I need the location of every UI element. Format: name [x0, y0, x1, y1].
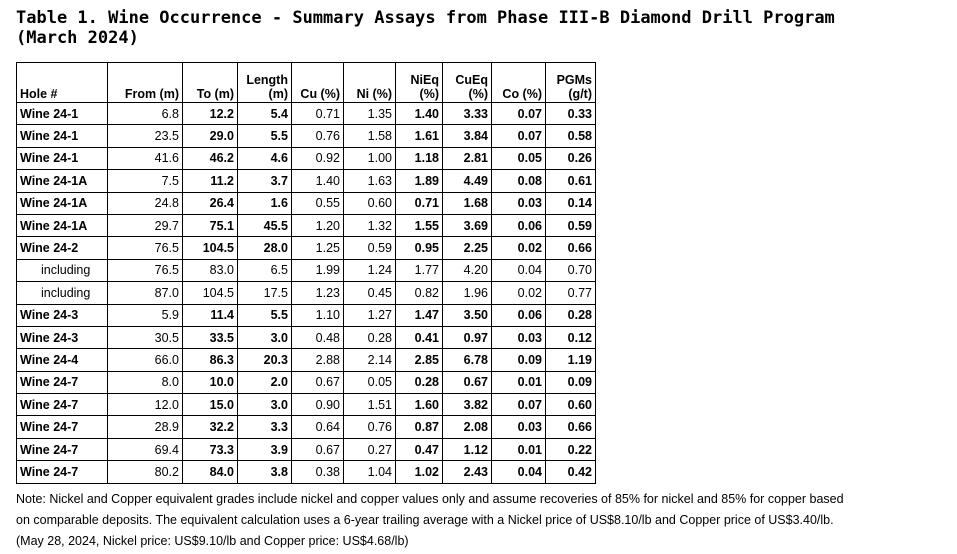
cell-cu: 1.20 — [292, 214, 344, 236]
cell-cueq: 1.12 — [443, 438, 492, 460]
cell-to: 26.4 — [183, 192, 238, 214]
cell-ni: 1.35 — [344, 103, 396, 125]
cell-pgms: 0.09 — [546, 371, 596, 393]
cell-nieq: 1.18 — [396, 147, 443, 169]
column-header-hole-line1 — [20, 73, 104, 87]
cell-pgms: 1.19 — [546, 349, 596, 371]
table-row — [17, 170, 596, 192]
cell-from: 7.5 — [108, 170, 183, 192]
assay-table — [16, 62, 596, 484]
cell-length: 2.0 — [238, 371, 292, 393]
cell-from: 69.4 — [108, 438, 183, 460]
cell-hole: Wine 24-1 — [17, 125, 108, 147]
cell-hole: Wine 24-7 — [17, 461, 108, 483]
cell-pgms: 0.61 — [546, 170, 596, 192]
cell-from: 30.5 — [108, 326, 183, 348]
column-header-length-line2: (m) — [268, 87, 288, 101]
table-row — [17, 304, 596, 326]
table-row — [17, 214, 596, 236]
cell-ni: 0.28 — [344, 326, 396, 348]
table-row — [17, 103, 596, 125]
cell-pgms: 0.12 — [546, 326, 596, 348]
cell-co: 0.02 — [492, 282, 546, 304]
cell-from: 5.9 — [108, 304, 183, 326]
cell-co: 0.03 — [492, 326, 546, 348]
cell-cueq: 2.81 — [443, 147, 492, 169]
cell-pgms: 0.58 — [546, 125, 596, 147]
cell-hole: Wine 24-1A — [17, 192, 108, 214]
cell-length: 3.8 — [238, 461, 292, 483]
cell-co: 0.09 — [492, 349, 546, 371]
cell-cueq: 1.96 — [443, 282, 492, 304]
cell-from: 6.8 — [108, 103, 183, 125]
column-header-cu-line2: Cu (%) — [300, 87, 340, 101]
cell-length: 17.5 — [238, 282, 292, 304]
table-row — [17, 461, 596, 483]
cell-ni: 1.00 — [344, 147, 396, 169]
cell-cueq: 4.20 — [443, 259, 492, 281]
cell-cueq: 0.67 — [443, 371, 492, 393]
column-header-length — [238, 63, 292, 103]
column-header-nieq-line2: (%) — [419, 87, 439, 101]
cell-pgms: 0.42 — [546, 461, 596, 483]
cell-to: 11.4 — [183, 304, 238, 326]
cell-from: 29.7 — [108, 214, 183, 236]
table-row — [17, 326, 596, 348]
cell-cu: 0.76 — [292, 125, 344, 147]
cell-from: 24.8 — [108, 192, 183, 214]
cell-length: 45.5 — [238, 214, 292, 236]
table-body — [17, 103, 596, 484]
cell-ni: 0.60 — [344, 192, 396, 214]
table-row — [17, 416, 596, 438]
column-header-cueq — [443, 63, 492, 103]
cell-cueq: 3.69 — [443, 214, 492, 236]
column-header-cueq-line2: (%) — [468, 87, 488, 101]
cell-nieq: 1.55 — [396, 214, 443, 236]
table-row — [17, 147, 596, 169]
cell-hole: Wine 24-7 — [17, 438, 108, 460]
column-header-pgms — [546, 63, 596, 103]
footnote-line-2: on comparable deposits. The equivalent calculation uses a 6-year trailing average with a Nickel price of US$8.10/lb and Copper price of US$3.40/lb. — [16, 513, 834, 527]
cell-pgms: 0.60 — [546, 394, 596, 416]
column-header-co-line1 — [495, 73, 542, 87]
cell-from: 76.5 — [108, 259, 183, 281]
cell-co: 0.06 — [492, 214, 546, 236]
cell-from: 76.5 — [108, 237, 183, 259]
cell-nieq: 0.41 — [396, 326, 443, 348]
cell-cu: 0.90 — [292, 394, 344, 416]
cell-co: 0.02 — [492, 237, 546, 259]
cell-length: 20.3 — [238, 349, 292, 371]
cell-hole: Wine 24-3 — [17, 304, 108, 326]
cell-cu: 0.92 — [292, 147, 344, 169]
column-header-hole — [17, 63, 108, 103]
cell-cu: 0.67 — [292, 438, 344, 460]
cell-length: 3.0 — [238, 326, 292, 348]
cell-cueq: 6.78 — [443, 349, 492, 371]
column-header-cueq-line1: CuEq — [455, 73, 488, 87]
cell-length: 3.9 — [238, 438, 292, 460]
cell-hole: Wine 24-7 — [17, 394, 108, 416]
cell-pgms: 0.26 — [546, 147, 596, 169]
cell-ni: 1.32 — [344, 214, 396, 236]
column-header-length-line1: Length — [246, 73, 288, 87]
cell-cueq: 3.33 — [443, 103, 492, 125]
cell-to: 83.0 — [183, 259, 238, 281]
cell-to: 11.2 — [183, 170, 238, 192]
table-row-including — [17, 259, 596, 281]
column-header-to — [183, 63, 238, 103]
cell-to: 10.0 — [183, 371, 238, 393]
column-header-ni-line1 — [347, 73, 392, 87]
cell-hole: Wine 24-1 — [17, 147, 108, 169]
footnote-line-1: Note: Nickel and Copper equivalent grades include nickel and copper values only and assume recoveries of 85% for nickel and 85% for copper based — [16, 492, 844, 506]
cell-pgms: 0.33 — [546, 103, 596, 125]
cell-cueq: 2.43 — [443, 461, 492, 483]
column-header-from-line1 — [111, 73, 179, 87]
column-header-to-line1 — [186, 73, 234, 87]
cell-from: 23.5 — [108, 125, 183, 147]
cell-co: 0.07 — [492, 394, 546, 416]
cell-from: 41.6 — [108, 147, 183, 169]
cell-cu: 0.64 — [292, 416, 344, 438]
cell-co: 0.08 — [492, 170, 546, 192]
cell-to: 12.2 — [183, 103, 238, 125]
cell-length: 5.5 — [238, 304, 292, 326]
cell-hole: Wine 24-1A — [17, 214, 108, 236]
cell-nieq: 0.71 — [396, 192, 443, 214]
cell-co: 0.04 — [492, 461, 546, 483]
cell-nieq: 1.40 — [396, 103, 443, 125]
cell-nieq: 1.02 — [396, 461, 443, 483]
cell-nieq: 0.47 — [396, 438, 443, 460]
cell-cu: 2.88 — [292, 349, 344, 371]
cell-length: 5.4 — [238, 103, 292, 125]
cell-ni: 0.76 — [344, 416, 396, 438]
column-header-ni-line2: Ni (%) — [356, 87, 392, 101]
column-header-ni — [344, 63, 396, 103]
cell-hole: Wine 24-2 — [17, 237, 108, 259]
footnote-line-3: (May 28, 2024, Nickel price: US$9.10/lb and Copper price: US$4.68/lb) — [16, 534, 409, 548]
cell-co: 0.07 — [492, 103, 546, 125]
cell-nieq: 1.47 — [396, 304, 443, 326]
cell-co: 0.01 — [492, 371, 546, 393]
column-header-from — [108, 63, 183, 103]
table-row — [17, 192, 596, 214]
cell-cu: 0.71 — [292, 103, 344, 125]
cell-from: 80.2 — [108, 461, 183, 483]
cell-pgms: 0.28 — [546, 304, 596, 326]
cell-length: 6.5 — [238, 259, 292, 281]
cell-co: 0.03 — [492, 192, 546, 214]
cell-co: 0.06 — [492, 304, 546, 326]
cell-cu: 0.67 — [292, 371, 344, 393]
cell-ni: 0.45 — [344, 282, 396, 304]
cell-from: 66.0 — [108, 349, 183, 371]
cell-cueq: 2.25 — [443, 237, 492, 259]
cell-nieq: 1.89 — [396, 170, 443, 192]
cell-pgms: 0.66 — [546, 416, 596, 438]
cell-to: 75.1 — [183, 214, 238, 236]
table-row — [17, 237, 596, 259]
table-row — [17, 125, 596, 147]
cell-cueq: 2.08 — [443, 416, 492, 438]
cell-nieq: 0.95 — [396, 237, 443, 259]
cell-ni: 1.63 — [344, 170, 396, 192]
cell-ni: 1.24 — [344, 259, 396, 281]
cell-nieq: 2.85 — [396, 349, 443, 371]
cell-cu: 1.40 — [292, 170, 344, 192]
cell-cu: 0.48 — [292, 326, 344, 348]
cell-cueq: 0.97 — [443, 326, 492, 348]
cell-from: 87.0 — [108, 282, 183, 304]
cell-ni: 2.14 — [344, 349, 396, 371]
cell-ni: 0.59 — [344, 237, 396, 259]
cell-cueq: 1.68 — [443, 192, 492, 214]
cell-cu: 1.23 — [292, 282, 344, 304]
column-header-co-line2: Co (%) — [502, 87, 542, 101]
cell-to: 32.2 — [183, 416, 238, 438]
column-header-nieq-line1: NiEq — [410, 73, 439, 87]
table-row — [17, 371, 596, 393]
cell-hole: including — [17, 282, 108, 304]
cell-to: 33.5 — [183, 326, 238, 348]
cell-to: 104.5 — [183, 282, 238, 304]
column-header-pgms-line1: PGMs — [556, 73, 592, 87]
cell-co: 0.05 — [492, 147, 546, 169]
cell-length: 3.3 — [238, 416, 292, 438]
cell-to: 104.5 — [183, 237, 238, 259]
column-header-cu — [292, 63, 344, 103]
column-header-hole-line2: Hole # — [20, 87, 58, 101]
cell-to: 73.3 — [183, 438, 238, 460]
cell-nieq: 1.61 — [396, 125, 443, 147]
table-row — [17, 349, 596, 371]
table-header — [17, 63, 596, 103]
cell-cueq: 3.84 — [443, 125, 492, 147]
cell-hole: including — [17, 259, 108, 281]
cell-to: 46.2 — [183, 147, 238, 169]
cell-cueq: 3.50 — [443, 304, 492, 326]
cell-co: 0.01 — [492, 438, 546, 460]
cell-pgms: 0.77 — [546, 282, 596, 304]
cell-ni: 0.27 — [344, 438, 396, 460]
cell-length: 4.6 — [238, 147, 292, 169]
cell-cueq: 3.82 — [443, 394, 492, 416]
cell-ni: 1.04 — [344, 461, 396, 483]
cell-co: 0.03 — [492, 416, 546, 438]
cell-pgms: 0.14 — [546, 192, 596, 214]
cell-co: 0.07 — [492, 125, 546, 147]
header-row — [17, 63, 596, 103]
cell-pgms: 0.66 — [546, 237, 596, 259]
cell-length: 1.6 — [238, 192, 292, 214]
cell-cu: 0.55 — [292, 192, 344, 214]
cell-length: 28.0 — [238, 237, 292, 259]
cell-from: 12.0 — [108, 394, 183, 416]
cell-cu: 0.38 — [292, 461, 344, 483]
table-row — [17, 394, 596, 416]
footnote — [16, 489, 936, 552]
cell-nieq: 1.77 — [396, 259, 443, 281]
cell-from: 28.9 — [108, 416, 183, 438]
cell-nieq: 1.60 — [396, 394, 443, 416]
table-title: Table 1. Wine Occurrence - Summary Assays from Phase III-B Diamond Drill Program (March 2024) — [16, 8, 835, 48]
cell-ni: 1.27 — [344, 304, 396, 326]
table-row — [17, 438, 596, 460]
cell-hole: Wine 24-3 — [17, 326, 108, 348]
cell-hole: Wine 24-1A — [17, 170, 108, 192]
cell-nieq: 0.28 — [396, 371, 443, 393]
cell-hole: Wine 24-4 — [17, 349, 108, 371]
cell-length: 5.5 — [238, 125, 292, 147]
cell-length: 3.7 — [238, 170, 292, 192]
cell-cu: 1.25 — [292, 237, 344, 259]
cell-cu: 1.10 — [292, 304, 344, 326]
cell-cueq: 4.49 — [443, 170, 492, 192]
cell-pgms: 0.22 — [546, 438, 596, 460]
cell-hole: Wine 24-7 — [17, 371, 108, 393]
cell-to: 29.0 — [183, 125, 238, 147]
cell-to: 86.3 — [183, 349, 238, 371]
cell-to: 15.0 — [183, 394, 238, 416]
table-row-including — [17, 282, 596, 304]
column-header-cu-line1 — [295, 73, 340, 87]
cell-pgms: 0.59 — [546, 214, 596, 236]
cell-to: 84.0 — [183, 461, 238, 483]
cell-hole: Wine 24-7 — [17, 416, 108, 438]
column-header-nieq — [396, 63, 443, 103]
cell-hole: Wine 24-1 — [17, 103, 108, 125]
column-header-to-line2: To (m) — [196, 87, 234, 101]
cell-ni: 0.05 — [344, 371, 396, 393]
cell-nieq: 0.87 — [396, 416, 443, 438]
column-header-pgms-line2: (g/t) — [568, 87, 592, 101]
cell-nieq: 0.82 — [396, 282, 443, 304]
column-header-co — [492, 63, 546, 103]
column-header-from-line2: From (m) — [124, 87, 179, 101]
cell-ni: 1.51 — [344, 394, 396, 416]
cell-cu: 1.99 — [292, 259, 344, 281]
cell-pgms: 0.70 — [546, 259, 596, 281]
cell-length: 3.0 — [238, 394, 292, 416]
cell-from: 8.0 — [108, 371, 183, 393]
cell-ni: 1.58 — [344, 125, 396, 147]
cell-co: 0.04 — [492, 259, 546, 281]
